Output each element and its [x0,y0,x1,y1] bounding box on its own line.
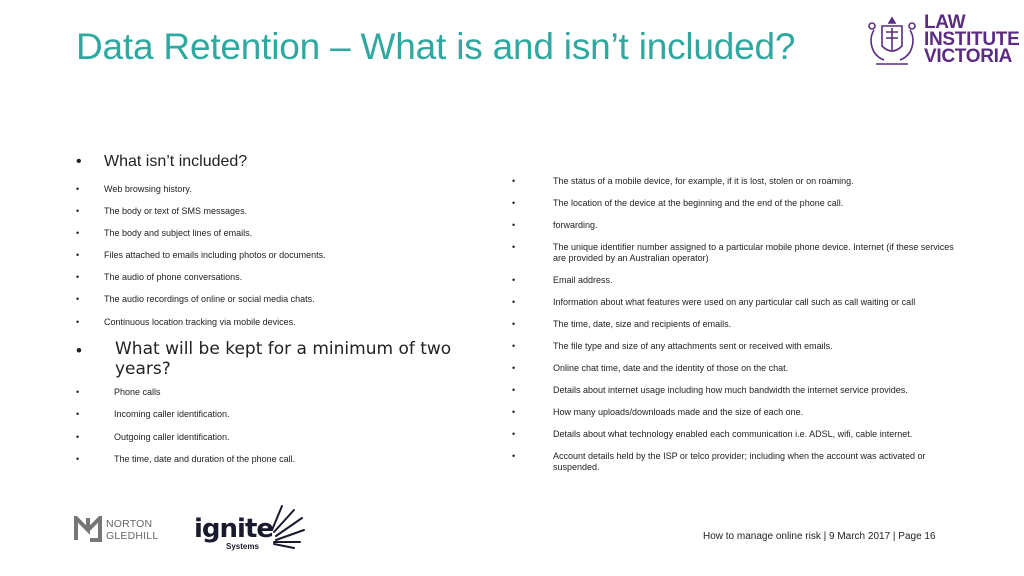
list-item-text: The time, date, size and recipients of emails. [553,319,732,329]
norton-gledhill-logo [74,514,174,544]
bullet: • [76,250,80,260]
bullet: • [512,198,516,208]
bullet: • [512,385,516,395]
bullet: • [512,429,516,439]
law-institute-victoria-logo [864,12,1020,72]
list-item-text: How many uploads/downloads made and the size of each one. [553,407,804,417]
bullet: • [76,454,80,464]
list-item-text: Information about what features were used on any particular call such as call waiting or call [553,297,916,307]
ng-mark-icon [74,516,102,542]
ignite-wordmark: ignite [194,514,274,544]
list-item-text: The file type and size of any attachments sent or received with emails. [553,341,833,351]
ignite-subtitle: Systems [226,542,259,551]
bullet: • [76,228,80,238]
list-item-text: Web browsing history. [104,184,192,194]
bullet: • [512,220,516,230]
list-item-text: The unique identifier number assigned to a particular mobile phone device. Internet (if these services are provided by an Australian operator) [553,242,954,263]
list-item-text: The body or text of SMS messages. [104,206,248,216]
bullet: • [512,319,516,329]
bullet: • [76,184,80,194]
page-title: Data Retention – What is and isn’t included? [76,26,796,67]
bullet: • [76,317,80,327]
bullet: • [76,294,80,304]
bullet: • [512,407,516,417]
list-item-text: The status of a mobile device, for example, if it is lost, stolen or on roaming. [553,176,854,186]
list-item-text: Email address. [553,275,613,285]
footer-text: How to manage online risk | 9 March 2017 | Page 16 [703,531,936,542]
bullet: • [76,153,82,170]
logo-line: LAW [924,12,966,33]
logo-line: INSTITUTE [924,29,1020,50]
list-item-text: Outgoing caller identification. [114,432,230,442]
list-item-text: The location of the device at the beginning and the end of the phone call. [553,198,844,208]
list-item-text: The body and subject lines of emails. [104,228,253,238]
bullet: • [76,206,80,216]
heading-text: What will be kept for a minimum of two years? [115,339,452,379]
bullet: • [512,176,516,186]
bullet: • [512,363,516,373]
bullet: • [76,409,80,419]
heading-text: What isn’t included? [104,153,248,170]
list-item-text: Incoming caller identification. [114,409,230,419]
list-item-text: The audio recordings of online or social media chats. [104,294,315,304]
list-item-text: forwarding. [553,220,598,230]
bullet: • [512,297,516,307]
logo-line: NORTON [106,518,153,530]
list-item-text: Online chat time, date and the identity of those on the chat. [553,363,789,373]
bullet: • [76,272,80,282]
logo-line: GLEDHILL [106,530,159,542]
list-item-text: Phone calls [114,387,161,397]
bullet: • [512,341,516,351]
logo-line: VICTORIA [924,46,1013,67]
list-item-text: Continuous location tracking via mobile devices. [104,317,296,327]
list-item-text: The audio of phone conversations. [104,272,243,282]
list-item-text: Details about internet usage including how much bandwidth the internet service provides. [553,385,908,395]
list-item-text: The time, date and duration of the phone call. [114,454,296,464]
bullet: • [76,387,80,397]
list-item-text: Details about what technology enabled each communication i.e. ADSL, wifi, cable internet. [553,429,913,439]
bullet: • [512,242,516,252]
bullet: • [512,275,516,285]
ignite-systems-logo [192,500,312,556]
list-item-text: Files attached to emails including photos or documents. [104,250,326,260]
list-item-text: Account details held by the ISP or telco provider; including when the account was activated or suspended. [553,451,926,472]
crest-icon [864,12,920,70]
bullet: • [512,451,516,461]
spark-burst-icon [264,502,308,550]
bullet: • [76,341,82,360]
bullet: • [76,432,80,442]
